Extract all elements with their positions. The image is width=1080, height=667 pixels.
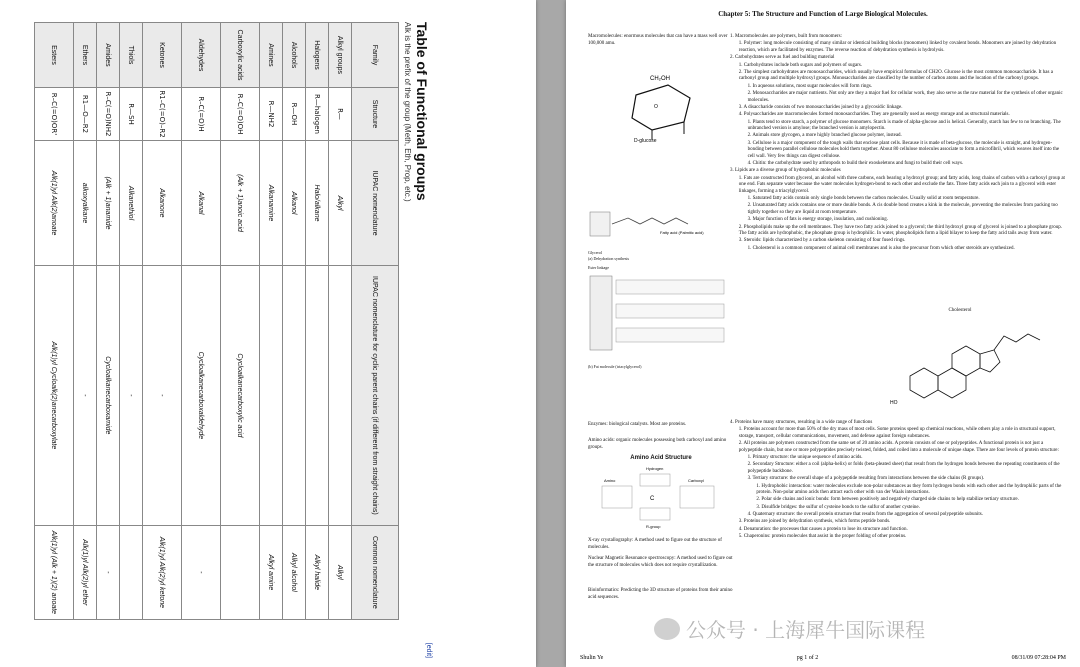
table-cell	[306, 266, 329, 526]
note-macromolecules: Macromolecules: enormous molecules that can have a mass well over 100,000 amu.	[588, 34, 728, 46]
table-cell: Alkanone	[143, 141, 182, 266]
table-cell: Halo/alkane	[306, 141, 329, 266]
svg-text:Carboxyl: Carboxyl	[688, 478, 704, 483]
table-cell: Alk(1)yl Cycloalk(2)anecarboxylate	[35, 266, 74, 526]
note-bioinformatics: Bioinformatics: Predicting the 3D structure of proteins from their amino acid sequences.	[588, 588, 733, 600]
family-cell: Carboxylic acids	[221, 23, 260, 88]
table-cell	[120, 525, 143, 619]
footer-date: 08/31/09 07:28:04 PM	[1011, 655, 1066, 661]
outline-item: 4. Chitin: the carbohydrate used by arthropods to build their exoskeletons and fungi to build their cell ways.	[747, 161, 964, 167]
table-row	[283, 23, 306, 620]
glucose-figure	[598, 60, 718, 150]
table-cell: -	[143, 266, 182, 526]
outline-part-1	[730, 34, 1066, 253]
table-row	[120, 23, 143, 620]
chapter-document	[580, 10, 1066, 600]
family-cell: Amines	[260, 23, 283, 88]
family-cell: Esters	[35, 23, 74, 88]
table-row	[97, 23, 120, 620]
outline-item: 2. Polar side chains and ionic bonds: form between positively and negatively charged side chains to help stabilize tertiary structure.	[756, 497, 1019, 503]
right-document-page	[566, 0, 1080, 667]
outline-item: 3. Lipids are a diverse group of hydrophobic molecules	[730, 168, 841, 174]
table-cell: -	[182, 525, 221, 619]
structure-cell: R1—O—R2	[74, 88, 97, 141]
table-cell: Cycloalkanecarboxylic acid	[221, 266, 260, 526]
table-cell: Alkyl	[329, 141, 352, 266]
table-header: Family	[352, 23, 399, 88]
outline-item: 1. Proteins account for more than 50% of the dry mass of most cells. Some proteins speed up chemical reactions, while others play a role in structural support, storage, transport, cellular communications, movement, and defense against foreign substances.	[738, 427, 1056, 439]
outline-item: 4. Quaternary structure: the overall protein structure that results from the aggregation of several polypeptide subunits.	[747, 512, 983, 518]
outline-item: 2. Phospholipids make up the cell membranes. They have two fatty acids joined to a glycerol; the third hydroxyl group of glycerol is joined to a phosphate group. The fatty acids are hydrophobic, the phosphate group is hydrophilic. In water, phospholipids form a lipid bilayer to keep the fatty acid tails away from water.	[738, 224, 1062, 236]
table-row	[221, 23, 260, 620]
outline-item: 4. Proteins have many structures, resulting in a wide range of functions	[730, 420, 873, 425]
table-cell: Alkyl amine	[260, 525, 283, 619]
family-cell: Halogens	[306, 23, 329, 88]
table-cell	[329, 266, 352, 526]
structure-cell: R–C(=O)NH2	[97, 88, 120, 141]
table-title: Table of Functional groups	[414, 22, 430, 201]
table-cell: Alkyl	[329, 525, 352, 619]
functional-groups-panel	[10, 22, 430, 662]
table-row	[306, 23, 329, 620]
watermark-text: 公众号 · 上海犀牛国际课程	[686, 618, 926, 642]
svg-text:Fatty acid (Palmitic acid): Fatty acid (Palmitic acid)	[660, 230, 704, 235]
outline-item: 5. Chaperonins: protein molecules that assist in the proper folding of other proteins.	[738, 534, 907, 540]
note-enzymes: Enzymes: biological catalysts. Most are proteins.	[588, 422, 687, 427]
table-cell: (Alk + 1)anoic acid	[221, 141, 260, 266]
outline-item: 1. Primary structure: the unique sequence of amino acids.	[747, 454, 863, 460]
table-subtitle: Alk is the prefix of the group (Meth, Eth, Prop, etc.)	[403, 22, 412, 202]
glycerol-label: Glycerol	[588, 250, 602, 255]
svg-text:C: C	[650, 496, 655, 502]
family-cell: Aldehydes	[182, 23, 221, 88]
structure-cell: R—halogen	[306, 88, 329, 141]
outline-item: 3. Steroids: lipids characterized by a carbon skeleton consisting of four fused rings.	[738, 238, 906, 244]
outline-item: 3. Proteins are joined by dehydration synthesis, which forms peptide bonds.	[738, 519, 891, 525]
svg-text:R-group: R-group	[646, 524, 661, 529]
outline-item: 1. Cholesterol is a common component of animal cell membranes and is also the precursor from which other steroids are synthesized.	[747, 245, 1015, 251]
page-footer	[580, 655, 1066, 661]
ester-label: Ester linkage	[588, 265, 609, 270]
svg-text:Hydrogen: Hydrogen	[646, 466, 664, 471]
table-cell: Alkyl alcohol	[283, 525, 306, 619]
svg-text:Amino: Amino	[604, 478, 616, 483]
table-cell: Alkanamine	[260, 141, 283, 266]
note-nmr: Nuclear Magnetic Resonance spectroscopy: A method used to figure out the structure of molecules which does not require crystallization.	[588, 556, 733, 568]
table-header: Common nomenclature	[352, 525, 399, 619]
table-header: Structure	[352, 88, 399, 141]
outline-item: 3. A disaccharide consists of two monosaccharides joined by a glycosidic linkage.	[738, 104, 903, 110]
outline-item: 2. The simplest carbohydrates are monosaccharides, which usually have empirical formulas of CH2O. Glucose is the most common monosaccharide. It has a carbonyl group and multiple hydroxyl groups. Monosaccharides are classified by the number of carbon atoms and the location of the carbonyl groups.	[738, 69, 1053, 82]
note-amino-acids: Amino acids: organic molecules possessing both carboxyl and amino groups.	[588, 438, 727, 450]
table-cell	[260, 266, 283, 526]
edit-link[interactable]: [edit]	[425, 642, 432, 658]
structure-cell: R—SH	[120, 88, 143, 141]
note-xray: X-ray crystallography: A method used to figure out the structure of molecules.	[588, 538, 722, 550]
outline-item: 3. Tertiary structure: the overall shape of a polypeptide resulting from interactions between the side chains (R groups).	[747, 476, 985, 482]
wechat-icon	[654, 618, 680, 640]
table-cell: alkoxyalkane	[74, 141, 97, 266]
structure-cell: R—	[329, 88, 352, 141]
outline-item: 2. Unsaturated fatty acids contains one or more double bonds. A cis double bond creates a kink in the molecule, preventing the molecules from packing too tightly together so they are liquid at room temperature.	[747, 203, 1058, 215]
outline-item: 4. Polysaccharides are macromolecules formed monosaccharides. They are generally used as energy storage and as structural materials.	[738, 112, 1010, 118]
outline-item: 1. Plants tend to store starch, a polymer of glucose monomers. Starch is made of alpha-glucose and is helical. Generally, starch has few to no branching. The unbranched version is amylose; the branched version is amylopectin.	[747, 119, 1061, 132]
structure-cell: R—OH	[283, 88, 306, 141]
outline-item: 2. Secondary Structure: either a coil (alpha-helix) or folds (beta-pleated sheet) that result from the hydrogen bonds between the repeating constituents of the polypeptide backbone.	[747, 462, 1060, 474]
watermark	[654, 614, 925, 643]
table-cell: Alkanal	[182, 141, 221, 266]
family-cell: Alkyl groups	[329, 23, 352, 88]
outline-item: 1. Saturated fatty acids contain only single bonds between the carbon molecules. Usually solid at room temperature.	[747, 195, 980, 201]
outline-item: 1. Carbohydrates include both sugars and polymers of sugars.	[738, 62, 863, 68]
fat-molecule-figure	[588, 272, 728, 362]
glucose-label: D-glucose	[634, 138, 657, 144]
table-cell: Alk(1)yl (Alk + 1)(2) anoate	[35, 525, 74, 619]
table-row	[260, 23, 283, 620]
dehydration-label: (a) Dehydration synthesis	[588, 256, 630, 261]
table-cell: (Alk + 1)anamide	[97, 141, 120, 266]
outline-item: 2. Animals store glycogen, a more highly branched glucose polymer, instead.	[747, 133, 902, 139]
fat-molecule-label: (b) Fat molecule (triacylglycerol)	[588, 364, 642, 369]
table-row	[35, 23, 74, 620]
table-cell	[283, 266, 306, 526]
table-cell: Cycloalkanecarboxamide	[97, 266, 120, 526]
footer-author: Shulin Ye	[580, 655, 604, 661]
family-cell: Thiols	[120, 23, 143, 88]
outline-item: 1. Polymer: long molecule consisting of many similar or identical building blocks (monomers) linked by covalent bonds. Monomers are joined by dehydration reaction, which are facilitated by enzymes. The reverse reaction of dehydration synthesis is hydrolysis.	[738, 41, 1057, 53]
chapter-title: Chapter 5: The Structure and Function of Large Biological Molecules.	[718, 10, 928, 18]
outline-item: 2. Monosaccharides are major nutrients. Not only are they a major fuel for cellular work, they also serve as the raw material for the synthesis of other organic molecules.	[747, 91, 1063, 103]
table-cell: -	[120, 266, 143, 526]
outline-item: 4. Denaturation: the processes that causes a protein to lose its structure and function.	[738, 526, 908, 532]
outline-item: 2. All proteins are polymers constructed from the same set of 20 amino acids. A protein consists of one or polypeptides. A functional protein is not just a polypeptide chain, but one or more polypeptides precisely twisted, folded, and coiled into a molecule of unique shape. There are four levels of protein structure:	[738, 441, 1059, 453]
table-cell: Alk(1)yl Alk(2)yl ketone	[143, 525, 182, 619]
amino-acid-title: Amino Acid Structure	[630, 455, 692, 461]
table-cell: Alkanethiol	[120, 141, 143, 266]
structure-cell: R–C(=O)H	[182, 88, 221, 141]
table-row	[143, 23, 182, 620]
table-cell: -	[74, 266, 97, 526]
outline-part-2	[730, 420, 1066, 542]
cholesterol-label: Cholesterol	[948, 308, 972, 313]
table-cell: Alkanol	[283, 141, 306, 266]
table-row	[329, 23, 352, 620]
table-row	[74, 23, 97, 620]
outline-item: 2. Carbohydrates serve as fuel and building material	[730, 55, 835, 61]
outline-item: 3. Major function of fats is energy storage, insulation, and cushioning.	[747, 217, 889, 223]
table-cell: -	[97, 525, 120, 619]
table-row	[182, 23, 221, 620]
amino-acid-figure	[600, 462, 720, 534]
svg-text:CH₂OH: CH₂OH	[650, 76, 670, 82]
structure-cell: R—NH2	[260, 88, 283, 141]
outline-item: 1. Hydrophobic interaction: water molecules exclude non-polar substances as they form hydrogen bonds with each other and the hydrophilic parts of the protein. Non-polar amino acids then attract each other with van der Waals interactions.	[756, 483, 1062, 495]
functional-groups-table	[34, 22, 399, 620]
outline-item: 1. Macromolecules are polymers, built from monomers:	[730, 34, 842, 39]
outline-item: 1. Fats are constructed from glycerol, an alcohol with three carbons, each bearing a hydroxyl group; and fatty acids, long chains of carbon with a carboxyl group at one end. Fats separate water because the water molecules hydrogen-bond to each other and exclude the fats. Three fatty acids each join to a glycerol with ester linkages, forming a triacylglycerol.	[738, 175, 1065, 194]
cholesterol-figure	[880, 316, 1050, 406]
left-document-page	[0, 0, 536, 667]
table-cell	[221, 525, 260, 619]
footer-page: pg 1 of 2	[796, 655, 819, 661]
svg-text:HO: HO	[890, 400, 898, 406]
fatty-acid-figure	[588, 206, 728, 242]
table-cell: Cycloalkanecarboxaldehyde	[182, 266, 221, 526]
family-cell: Ethers	[74, 23, 97, 88]
family-cell: Ketones	[143, 23, 182, 88]
outline-item: 1. In aqueous solutions, most sugar molecules will form rings.	[747, 83, 873, 89]
structure-cell: R1–C(=O)–R2	[143, 88, 182, 141]
table-header: IUPAC nomenclature for cyclic parent chains (if different from straight chains)	[352, 266, 399, 526]
outline-item: 3. Cellulose is a major component of the tough walls that enclose plant cells. Because it is made of beta-glucose, the molecule is straight, and hydrogen-bonding between parallel cellulose molecules hold them together. About 80 cellulose molecules associate to form a microfibril, which weaves itself into the cell wall. Very few things can digest cellulose.	[747, 140, 1060, 159]
structure-cell: R–C(=O)OH	[221, 88, 260, 141]
family-cell: Amides	[97, 23, 120, 88]
table-cell: Alk(1)yl Alk(2)anoate	[35, 141, 74, 266]
structure-cell: R–C(=O)OR'	[35, 88, 74, 141]
table-header: IUPAC nomenclature	[352, 141, 399, 266]
table-cell: Alk(1)yl Alk(2)yl ether	[74, 525, 97, 619]
table-cell: Alkyl halide	[306, 525, 329, 619]
svg-text:O: O	[654, 104, 658, 110]
outline-item: 3. Disulfide bridges: the sulfur of cysteine bonds to the sulfur of another cysteine.	[756, 504, 920, 510]
family-cell: Alcohols	[283, 23, 306, 88]
